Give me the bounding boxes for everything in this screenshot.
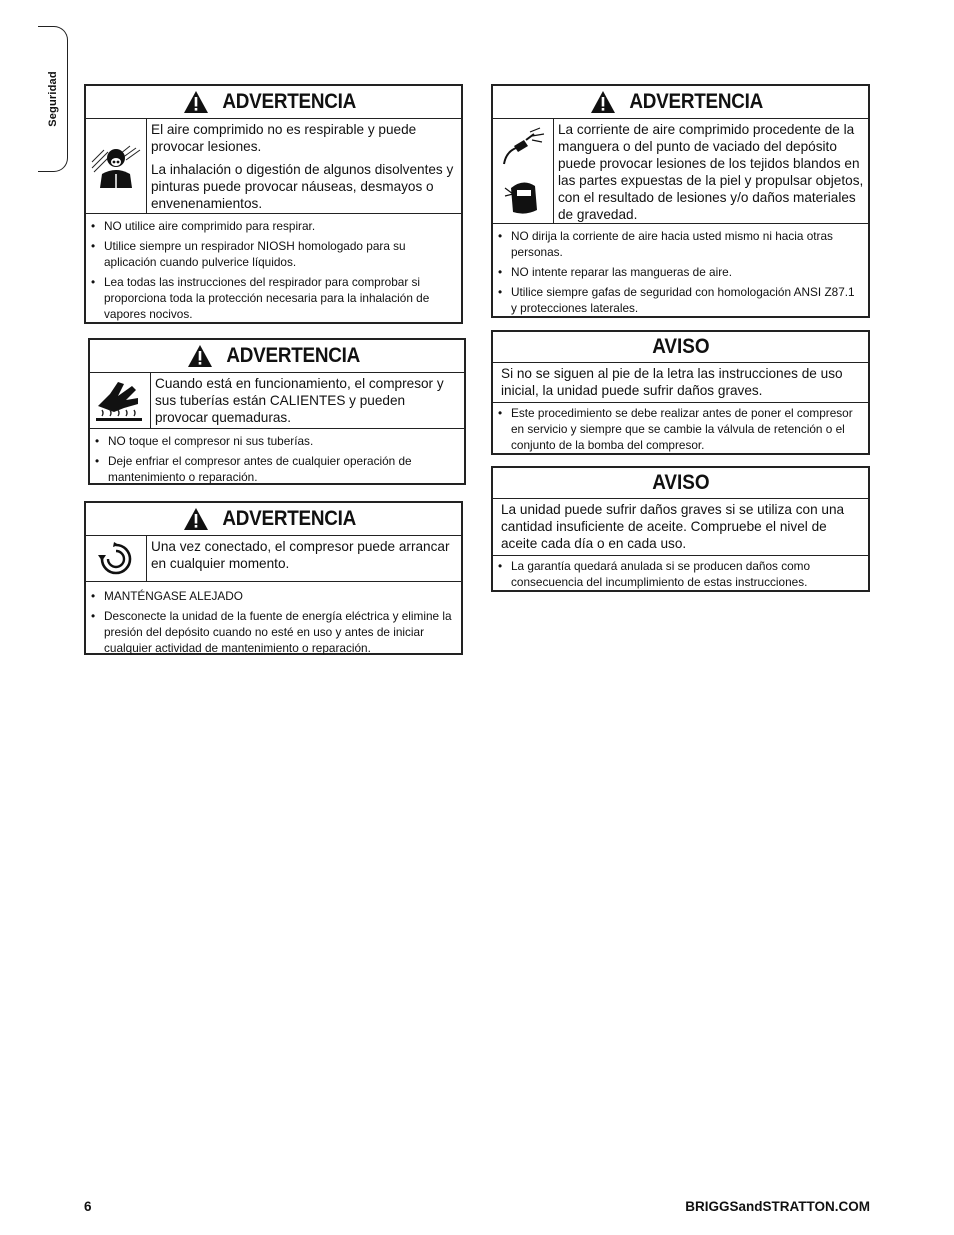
- list-item: • Utilice siempre un respirador NIOSH homologado para su aplicación cuando pulverice líquidos.: [90, 238, 453, 270]
- notice-header: [493, 332, 868, 363]
- warning-triangle-icon: [590, 90, 616, 114]
- bullet-list: [86, 214, 461, 326]
- warning-header: [86, 503, 461, 536]
- eye-protection-icon: [503, 176, 543, 216]
- bullet-list: [493, 556, 868, 594]
- list-item: • Lea todas las instrucciones del respirador para comprobar si proporciona toda la protección necesaria para la inhalación de vapores nocivos.: [90, 274, 453, 322]
- notice-header: [493, 468, 868, 499]
- bullet-list: [86, 582, 461, 660]
- warning-triangle-icon: [183, 507, 209, 531]
- section-tab-label: Seguridad: [46, 71, 59, 127]
- notice-title: AVISO: [651, 471, 710, 494]
- automatic-start-icon: [86, 536, 147, 581]
- warning-text: La corriente de aire comprimido procedente de la manguera o del punto de vaciado del depósito puede provocar lesiones de los tejidos blandos en las partes expuestas de la piel y propulsar objetos, con el resultado de lesiones y/o daños materiales de gravedad.: [558, 122, 864, 222]
- list-item: • Este procedimiento se debe realizar antes de poner el compresor en servicio y siempre que se cambie la válvula de retención o el conjunto de la bomba del compresor.: [497, 405, 860, 453]
- page-number: 6: [84, 1199, 92, 1214]
- warning-triangle-icon: [183, 90, 209, 114]
- list-item: • La garantía quedará anulada si se producen daños como consecuencia del incumplimiento de estas instrucciones.: [497, 558, 860, 590]
- warning-text: Una vez conectado, el compresor puede arrancar en cualquier momento.: [151, 539, 450, 571]
- warning-header: [86, 86, 461, 119]
- warning-box-hot-surface: [88, 338, 466, 485]
- list-item: • MANTÉNGASE ALEJADO: [90, 588, 453, 604]
- notice-box-initial-use: [491, 330, 870, 455]
- warning-title: ADVERTENCIA: [222, 90, 357, 113]
- bullet-list: [493, 403, 868, 457]
- warning-box-auto-start: [84, 501, 463, 655]
- list-item: • Utilice siempre gafas de seguridad con homologación ANSI Z87.1 y protecciones laterales.: [497, 284, 860, 316]
- list-item: • Desconecte la unidad de la fuente de energía eléctrica y elimine la presión del depósito cuando no esté en uso y antes de iniciar cualquier actividad de mantenimiento o reparación.: [90, 608, 453, 656]
- list-item: • NO toque el compresor ni sus tuberías.: [94, 433, 456, 449]
- notice-text: La unidad puede sufrir daños graves si se utiliza con una cantidad insuficiente de aceite. Compruebe el nivel de aceite cada día o en cada uso.: [493, 499, 868, 556]
- warning-title: ADVERTENCIA: [226, 344, 360, 367]
- list-item: • Deje enfriar el compresor antes de cualquier operación de mantenimiento o reparación.: [94, 453, 456, 485]
- respirator-hazard-icon: [86, 119, 147, 213]
- warning-header: [493, 86, 868, 119]
- warning-triangle-icon: [187, 344, 213, 368]
- list-item: • NO dirija la corriente de aire hacia usted mismo ni hacia otras personas.: [497, 228, 860, 260]
- bullet-list: [90, 429, 464, 489]
- warning-box-air-stream: [491, 84, 870, 318]
- warning-text: Cuando está en funcionamiento, el compresor y sus tuberías están CALIENTES y pueden provocar quemaduras.: [155, 376, 444, 425]
- warning-header: [90, 340, 464, 373]
- hot-surface-icon: [90, 373, 151, 428]
- notice-text: Si no se siguen al pie de la letra las instrucciones de uso inicial, la unidad puede sufrir daños graves.: [493, 363, 868, 403]
- warning-title: ADVERTENCIA: [222, 507, 357, 530]
- warning-text: La inhalación o digestión de algunos disolventes y pinturas puede provocar náuseas, desmayos o envenenamientos.: [151, 162, 454, 211]
- list-item: • NO utilice aire comprimido para respirar.: [90, 218, 453, 234]
- notice-box-oil-level: [491, 466, 870, 592]
- notice-title: AVISO: [651, 335, 710, 358]
- bullet-list: [493, 224, 868, 320]
- warning-text: El aire comprimido no es respirable y puede provocar lesiones.: [151, 122, 417, 154]
- website-link[interactable]: BRIGGSandSTRATTON.COM: [685, 1199, 870, 1214]
- list-item: • NO intente reparar las mangueras de aire.: [497, 264, 860, 280]
- warning-box-breathing: [84, 84, 463, 324]
- section-tab: [38, 26, 68, 172]
- warning-title: ADVERTENCIA: [629, 90, 764, 113]
- air-hose-icon: [500, 126, 546, 166]
